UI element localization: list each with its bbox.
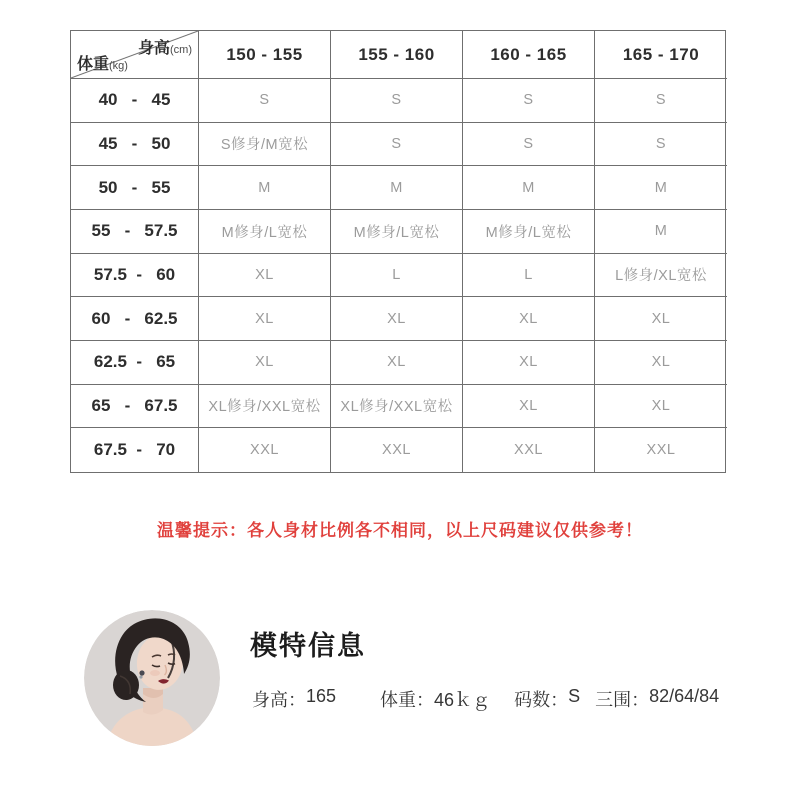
warm-tip-text: 温馨提示：各人身材比例各不相同，以上尺码建议仅供参考！	[157, 521, 643, 540]
height-range-header: 165 - 170	[595, 31, 727, 79]
size-recommendation-cell: XL修身/XXL宽松	[331, 385, 463, 429]
weight-range-label: 40 - 45	[71, 79, 199, 123]
size-recommendation-cell: S	[595, 79, 727, 123]
size-recommendation-cell: L	[331, 254, 463, 298]
weight-range-label: 57.5 - 60	[71, 254, 199, 298]
size-recommendation-cell: XL	[595, 341, 727, 385]
model-portrait-illustration	[84, 610, 220, 746]
model-height-field	[252, 686, 336, 712]
model-weight-value: 46ｋｇ	[434, 690, 491, 710]
model-height-label: 身高：	[252, 690, 306, 710]
size-recommendation-cell: XL	[331, 297, 463, 341]
size-recommendation-cell: XL	[463, 297, 595, 341]
weight-axis-label	[77, 51, 128, 74]
model-measurements-label: 三围：	[595, 690, 650, 710]
table-corner-cell	[71, 31, 199, 79]
weight-range-label: 50 - 55	[71, 166, 199, 210]
height-label: 身高	[137, 40, 170, 57]
size-recommendation-cell: M	[199, 166, 331, 210]
weight-range-label: 55 - 57.5	[71, 210, 199, 254]
size-recommendation-cell: XL	[199, 254, 331, 298]
model-size-field	[514, 686, 580, 712]
size-recommendation-cell: S	[199, 79, 331, 123]
model-weight-label: 体重：	[380, 690, 435, 710]
weight-range-label: 62.5 - 65	[71, 341, 199, 385]
size-recommendation-cell: XL	[199, 341, 331, 385]
size-recommendation-cell: XL	[199, 297, 331, 341]
size-recommendation-cell: S修身/M宽松	[199, 123, 331, 167]
size-recommendation-cell: XL修身/XXL宽松	[199, 385, 331, 429]
size-recommendation-cell: S	[331, 123, 463, 167]
model-weight-field	[380, 686, 490, 712]
height-axis-label	[138, 35, 192, 58]
size-recommendation-cell: S	[463, 79, 595, 123]
size-recommendation-cell: XXL	[331, 428, 463, 472]
size-recommendation-cell: M	[463, 166, 595, 210]
size-recommendation-cell: XL	[595, 297, 727, 341]
size-recommendation-cell: M	[331, 166, 463, 210]
size-table	[70, 30, 726, 473]
height-range-header: 155 - 160	[331, 31, 463, 79]
model-size-value: S	[568, 686, 581, 706]
size-recommendation-cell: XXL	[463, 428, 595, 472]
size-recommendation-cell: XXL	[199, 428, 331, 472]
model-size-label: 码数：	[514, 690, 569, 710]
height-range-header: 150 - 155	[199, 31, 331, 79]
size-recommendation-cell: XL	[463, 385, 595, 429]
size-recommendation-cell: L	[463, 254, 595, 298]
size-recommendation-cell: M	[595, 166, 727, 210]
model-info-fields	[252, 686, 719, 712]
size-recommendation-cell: S	[331, 79, 463, 123]
size-recommendation-cell: M修身/L宽松	[331, 210, 463, 254]
weight-label: 体重	[77, 56, 110, 73]
weight-range-label: 67.5 - 70	[71, 428, 199, 472]
size-recommendation-cell: S	[463, 123, 595, 167]
height-unit: (cm)	[170, 44, 192, 56]
model-measurements-field	[595, 686, 719, 712]
size-recommendation-cell: M修身/L宽松	[199, 210, 331, 254]
size-recommendation-cell: XL	[463, 341, 595, 385]
size-recommendation-cell: XXL	[646, 442, 676, 459]
weight-range-label: 60 - 62.5	[71, 297, 199, 341]
size-recommendation-cell: S	[595, 123, 727, 167]
size-recommendation-cell: XL	[331, 341, 463, 385]
weight-range-label: 65 - 67.5	[71, 385, 199, 429]
height-range-header: 160 - 165	[463, 31, 595, 79]
model-avatar-photo	[84, 610, 220, 746]
weight-unit: (kg)	[109, 60, 128, 72]
size-recommendation-cell: XL	[595, 385, 727, 429]
model-info-title: 模特信息	[250, 631, 366, 661]
size-recommendation-cell: M	[595, 210, 727, 254]
size-recommendation-cell: L修身/XL宽松	[595, 254, 727, 298]
weight-range-label: 45 - 50	[71, 123, 199, 167]
size-recommendation-cell: M修身/L宽松	[463, 210, 595, 254]
model-measurements-value: 82/64/84	[649, 686, 720, 706]
model-height-value: 165	[306, 686, 337, 706]
